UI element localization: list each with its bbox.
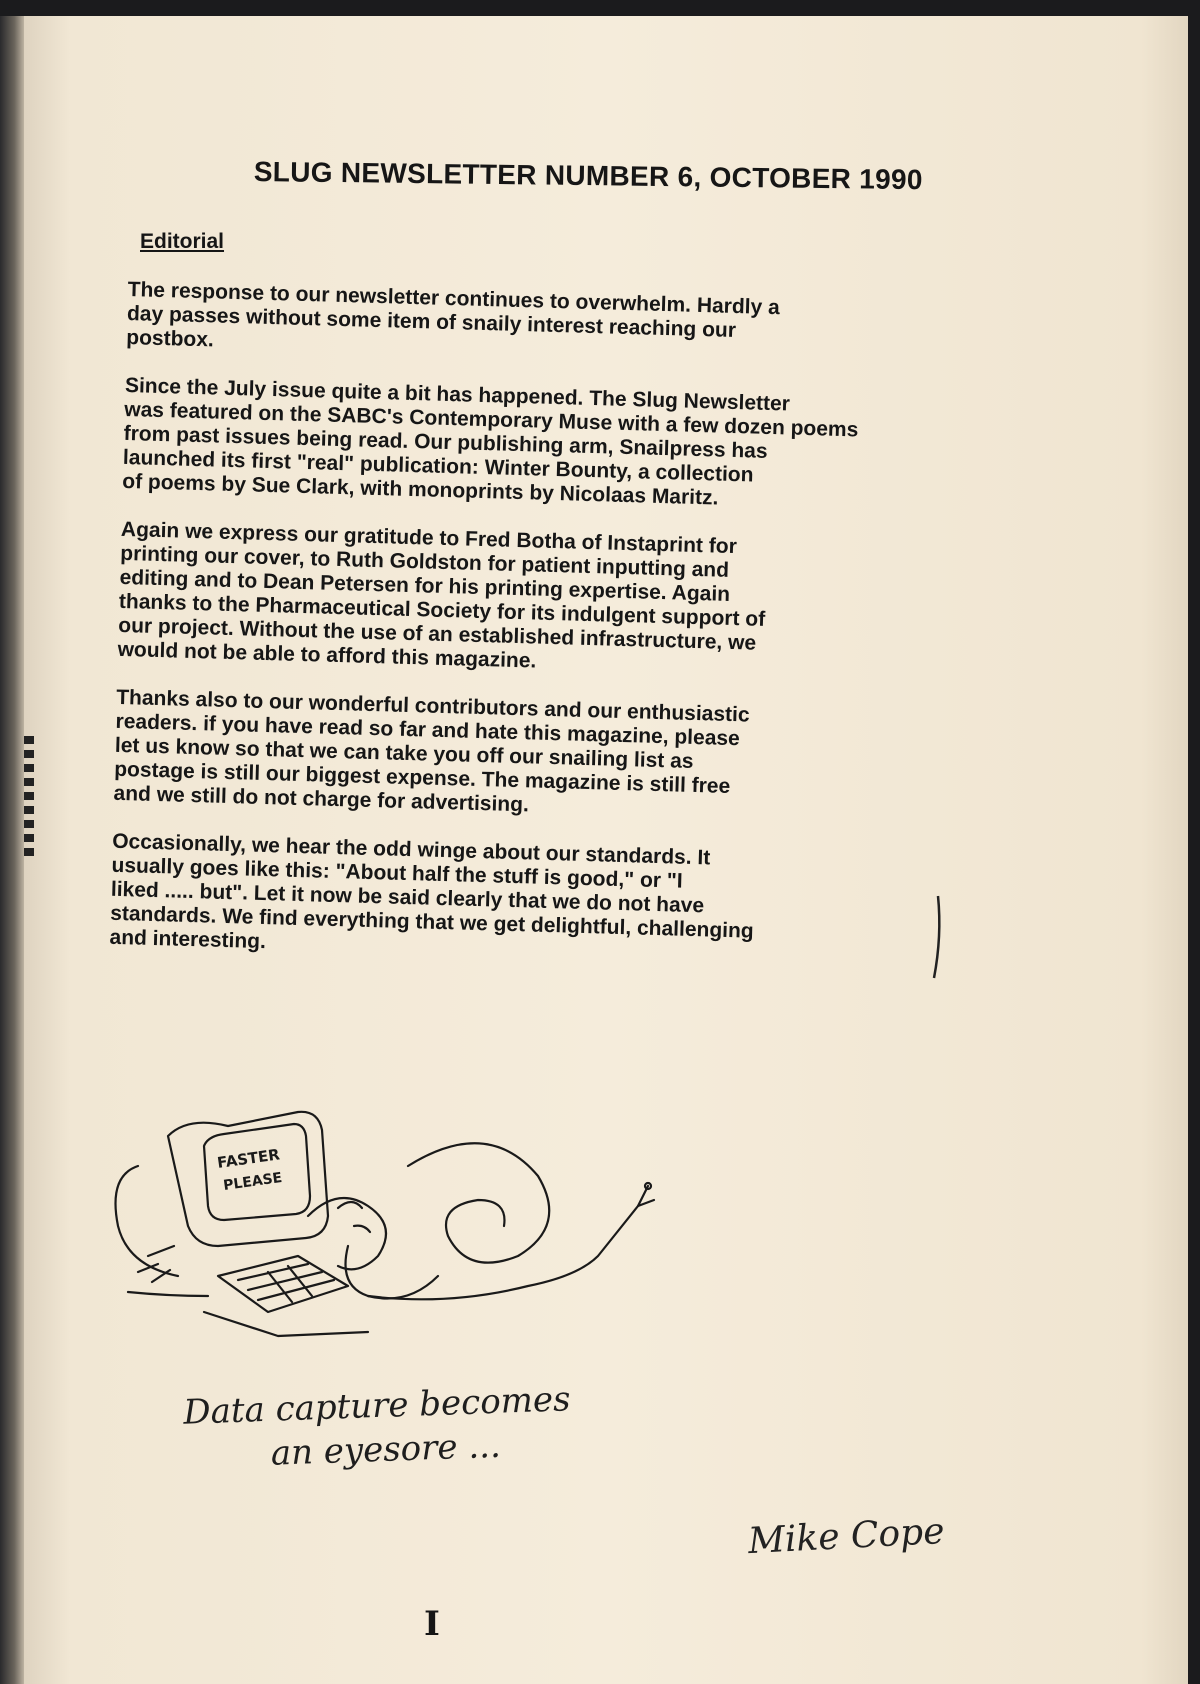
screen-text-line2: PLEASE: [222, 1169, 284, 1194]
computer-snail-cartoon: [108, 1096, 748, 1356]
caption-line-2: an eyesore ...: [270, 1425, 502, 1474]
editorial-paragraph: Since the July issue quite a bit has happened. The Slug Newsletter was featured on the SABC's Contemporary Muse with a few dozen poems from past issues being read. Our publishing arm, Snailpress has launched its first "real" publication: Winter Bounty, a collection of poems by Sue Clark, with monoprints by Nicolaas Maritz.: [121, 373, 859, 510]
artist-signature: Mike Cope: [747, 1510, 946, 1563]
spine-marks: [24, 736, 34, 856]
editorial-paragraph: The response to our newsletter continues to overwhelm. Hardly a day passes without some item of snaily interest reaching our postbox.: [126, 278, 781, 352]
cartoon-caption: [183, 1377, 573, 1478]
newsletter-page: [24, 16, 1188, 1684]
editorial-paragraph: Again we express our gratitude to Fred Botha of Instaprint for printing our cover, to Ruth Goldston for patient inputting and editing and to Dean Petersen for his printing expertise. Again thanks to the Pharmaceutical Society for its indulgent support of our project. Without the use of an established infrastructure, we would not be able to afford this magazine.: [117, 517, 766, 673]
page-number: I: [424, 1604, 440, 1644]
caption-line-1: Data capture becomes: [182, 1379, 572, 1433]
screen-text-line1: FASTER: [216, 1145, 281, 1172]
book-binding-edge: [0, 16, 24, 1684]
editorial-paragraph: Thanks also to our wonderful contributors and our enthusiastic readers. if you have read so far and hate this magazine, please let us know so that we can take you off our snailing list as postage is still our biggest expense. The magazine is still free and we still do not charge for advertising.: [113, 685, 750, 817]
editorial-paragraph: Occasionally, we hear the odd winge about our standards. It usually goes like this: "About half the stuff is good," or "I liked ..... but". Let it now be said clearly that we do not have standards. We find everything that we get delightful, challenging and interesting.: [109, 829, 755, 954]
check-mark-icon: [928, 876, 988, 986]
newsletter-title: SLUG NEWSLETTER NUMBER 6, OCTOBER 1990: [253, 156, 923, 196]
editorial-heading: Editorial: [140, 230, 225, 253]
editorial-body: [109, 278, 1008, 998]
